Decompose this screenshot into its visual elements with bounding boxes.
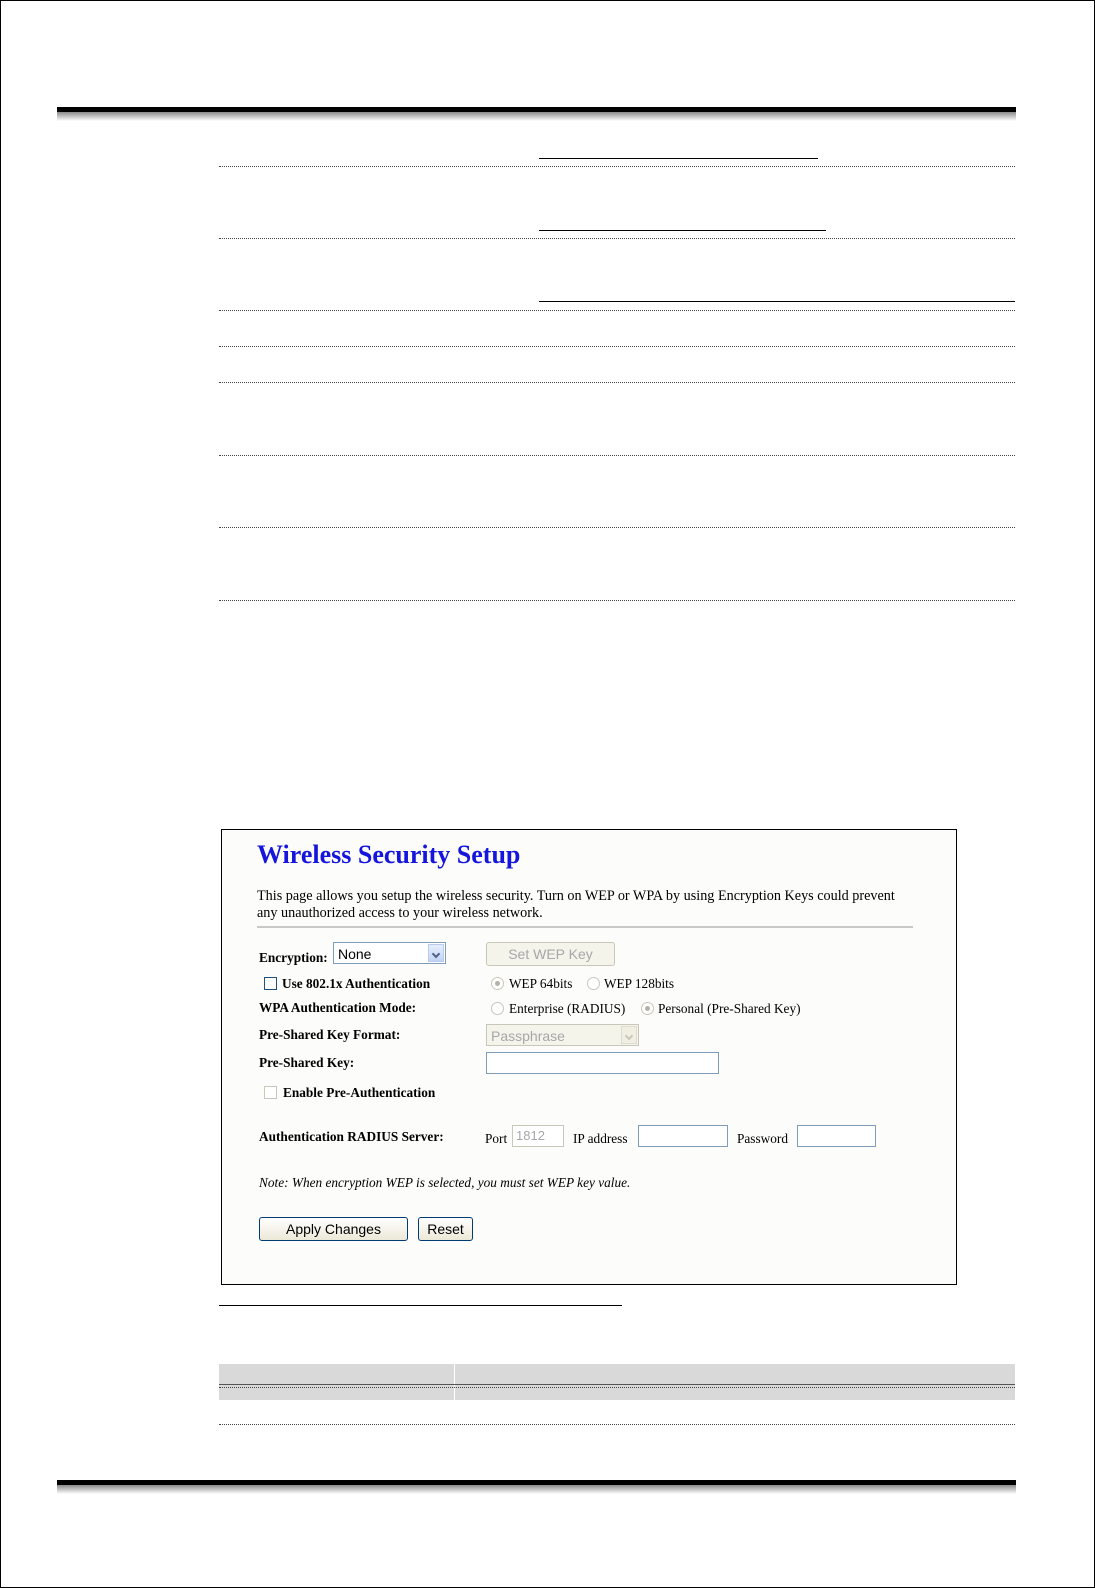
psk-format-select[interactable] bbox=[486, 1024, 639, 1046]
pre-auth-label: Enable Pre-Authentication bbox=[283, 1085, 436, 1100]
table-divider bbox=[219, 382, 1015, 383]
use-8021x-checkbox[interactable] bbox=[264, 977, 277, 990]
radius-server-label: Authentication RADIUS Server: bbox=[259, 1129, 444, 1144]
port-input[interactable]: 1812 bbox=[512, 1125, 564, 1147]
page-description: This page allows you setup the wireless security. Turn on WEP or WPA by using Encryption Keys could prevent any unauthorized access to your wireless network. bbox=[257, 888, 895, 921]
wep-note: Note: When encryption WEP is selected, you must set WEP key value. bbox=[259, 1175, 631, 1190]
encryption-value: None bbox=[338, 946, 372, 962]
encryption-label: Encryption: bbox=[259, 950, 328, 965]
password-label: Password bbox=[737, 1131, 788, 1146]
pre-auth-checkbox[interactable] bbox=[264, 1086, 277, 1099]
port-label: Port bbox=[485, 1131, 508, 1146]
chevron-down-icon bbox=[428, 944, 444, 962]
psk-format-value: Passphrase bbox=[491, 1028, 565, 1044]
reset-button[interactable]: Reset bbox=[418, 1217, 473, 1241]
personal-radio[interactable] bbox=[641, 1002, 654, 1015]
table-divider bbox=[219, 1424, 1015, 1425]
table-divider bbox=[219, 166, 1015, 167]
psk-format-label: Pre-Shared Key Format: bbox=[259, 1027, 401, 1042]
password-input[interactable] bbox=[797, 1125, 876, 1147]
table-divider bbox=[219, 310, 1015, 311]
psk-input[interactable] bbox=[486, 1052, 719, 1074]
table-divider bbox=[219, 527, 1015, 528]
underline bbox=[219, 1305, 622, 1306]
table-header bbox=[219, 1364, 1015, 1400]
personal-label: Personal (Pre-Shared Key) bbox=[658, 1001, 801, 1016]
psk-label: Pre-Shared Key: bbox=[259, 1055, 355, 1070]
table-divider bbox=[219, 455, 1015, 456]
table-divider bbox=[219, 238, 1015, 239]
chevron-down-icon bbox=[621, 1026, 637, 1044]
ip-address-label: IP address bbox=[573, 1131, 628, 1146]
footer-rule bbox=[57, 1480, 1016, 1485]
separator bbox=[257, 926, 913, 928]
wep64-radio[interactable] bbox=[491, 977, 504, 990]
table-divider bbox=[219, 1384, 1015, 1385]
underline bbox=[539, 158, 818, 159]
enterprise-label: Enterprise (RADIUS) bbox=[509, 1001, 626, 1016]
set-wep-key-button[interactable]: Set WEP Key bbox=[486, 942, 615, 966]
wep128-label: WEP 128bits bbox=[604, 976, 675, 991]
table-divider bbox=[219, 1387, 1015, 1388]
use-8021x-label: Use 802.1x Authentication bbox=[282, 976, 431, 991]
header-rule bbox=[57, 107, 1016, 112]
wpa-auth-mode-label: WPA Authentication Mode: bbox=[259, 1000, 417, 1015]
apply-changes-button[interactable]: Apply Changes bbox=[259, 1217, 408, 1241]
ip-address-input[interactable] bbox=[638, 1125, 728, 1147]
encryption-select[interactable] bbox=[333, 942, 446, 964]
page-title: Wireless Security Setup bbox=[257, 840, 521, 869]
column-divider bbox=[454, 1364, 455, 1400]
table-divider bbox=[219, 600, 1015, 601]
wep64-label: WEP 64bits bbox=[509, 976, 573, 991]
wep128-radio[interactable] bbox=[587, 977, 600, 990]
wireless-security-panel bbox=[221, 829, 957, 1285]
table-divider bbox=[219, 346, 1015, 347]
underline bbox=[539, 230, 826, 231]
underline bbox=[539, 301, 1015, 302]
enterprise-radio[interactable] bbox=[491, 1002, 504, 1015]
